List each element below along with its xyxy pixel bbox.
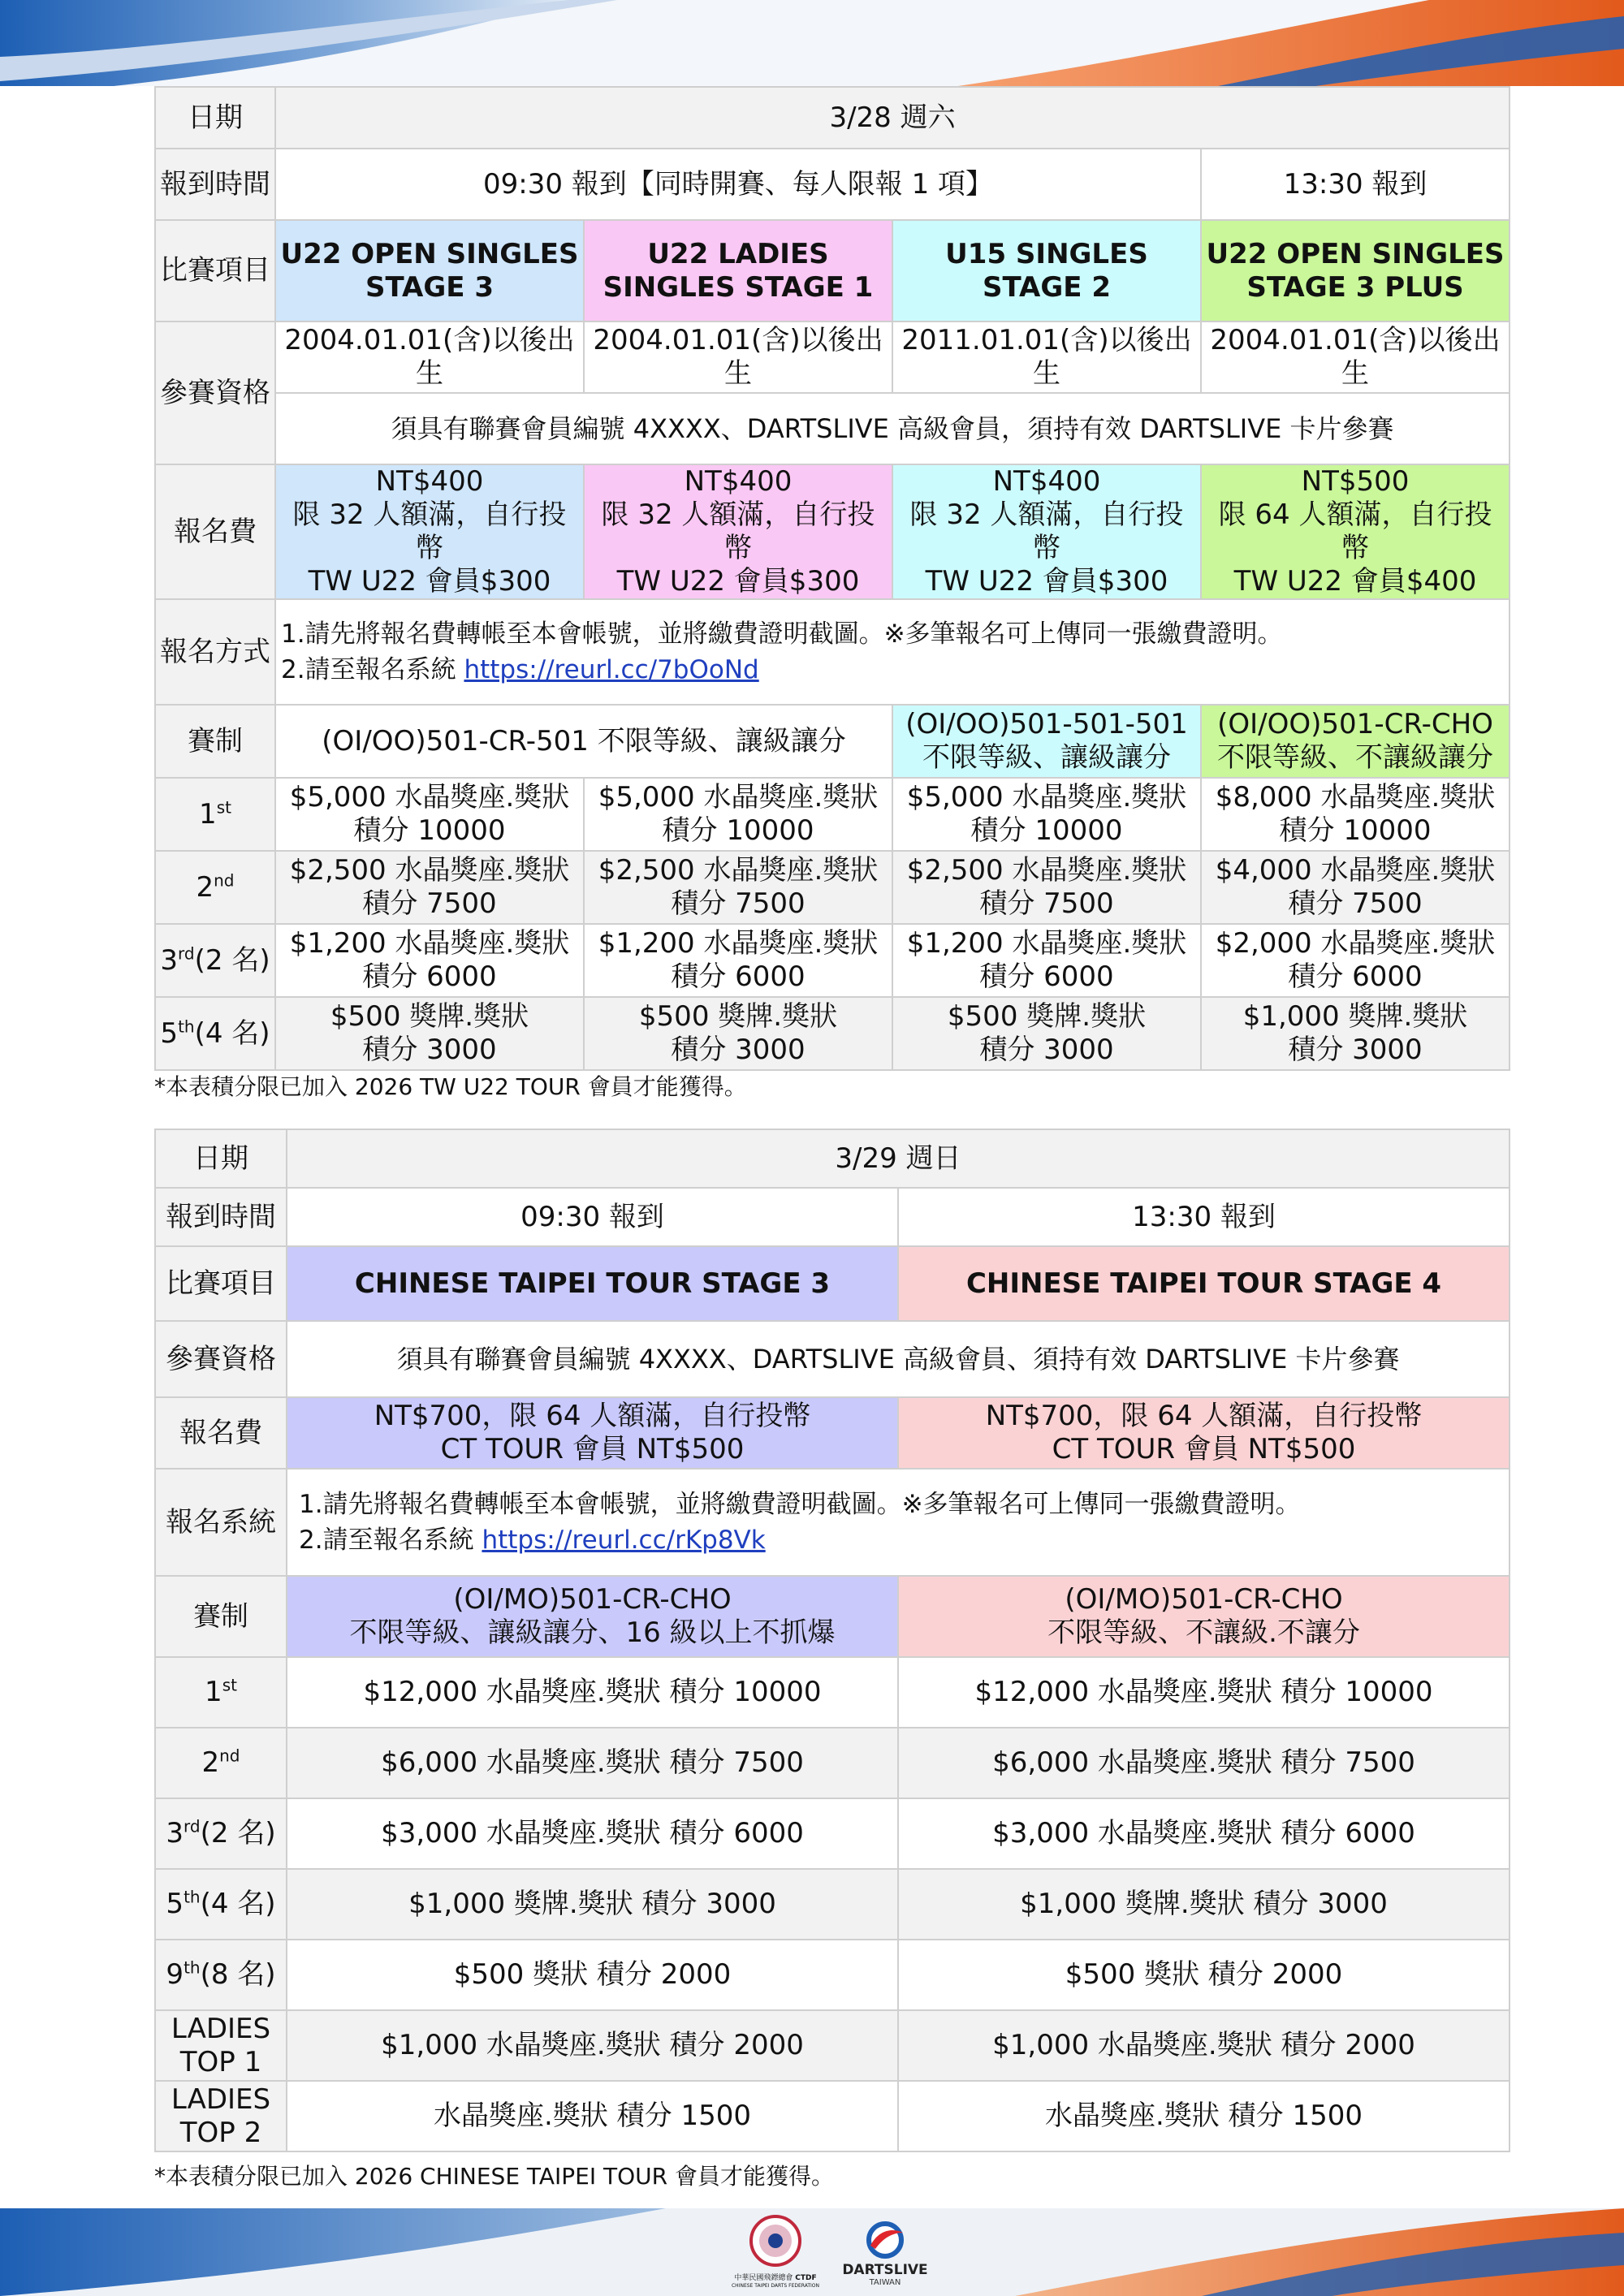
fee-cell (287, 1397, 898, 1469)
rank-tail: (4 名) (194, 1016, 270, 1050)
prize-points: 積分 7500 (979, 887, 1114, 920)
format-line1: (OI/MO)501-CR-CHO (453, 1583, 732, 1616)
fee-member: TW U22 會員$300 (925, 565, 1168, 598)
method-line-2-prefix: 2.請至報名系統 (299, 1526, 482, 1555)
fee-price: NT$400 (684, 465, 793, 498)
registration-link[interactable]: https://reurl.cc/rKp8Vk (482, 1526, 766, 1555)
format-c (1201, 705, 1510, 778)
prize-cell: $1,000 水晶獎座.獎狀 積分 2000 (898, 2010, 1510, 2081)
prize-row (155, 1940, 1510, 2010)
format-b-line1: (OI/OO)501-501-501 (905, 708, 1188, 740)
prize-points: 積分 10000 (662, 814, 814, 847)
prize-cell: $3,000 水晶獎座.獎狀 積分 6000 (287, 1798, 898, 1869)
prize-cell (892, 924, 1201, 997)
prize-cell: $12,000 水晶獎座.獎狀 積分 10000 (898, 1657, 1510, 1728)
rank-number: 2 (196, 870, 214, 904)
fee-quota: 限 32 人額滿，自行投幣 (292, 498, 567, 564)
prize-cell: $500 獎狀 積分 2000 (898, 1940, 1510, 2010)
rank-suffix: th (178, 1016, 195, 1037)
prize-points: 積分 3000 (362, 1034, 497, 1066)
prize-rows (155, 1657, 1510, 2151)
rank-number: 1 (205, 1676, 222, 1708)
prize-cell (584, 924, 892, 997)
prize-cell (1201, 851, 1510, 924)
fee-cell (892, 464, 1201, 599)
prize-award: $5,000 水晶獎座.獎狀 (906, 781, 1187, 814)
prize-row (155, 997, 1510, 1070)
prize-cell: $12,000 水晶獎座.獎狀 積分 10000 (287, 1657, 898, 1728)
rank-cell (155, 851, 275, 924)
ctdf-logo (715, 2213, 836, 2296)
prize-award: $500 獎牌.獎狀 (947, 1000, 1147, 1033)
prize-cell: $6,000 水晶獎座.獎狀 積分 7500 (898, 1728, 1510, 1798)
rank-line-2: TOP 2 (179, 2116, 262, 2149)
format-stage4 (898, 1576, 1510, 1657)
fee-price: NT$400 (992, 465, 1101, 498)
prize-points: 積分 3000 (979, 1034, 1114, 1066)
rank-cell (155, 2010, 287, 2081)
prize-award: $1,200 水晶獎座.獎狀 (289, 927, 570, 960)
fee-cell (584, 464, 892, 599)
eligibility-label: 參賽資格 (155, 1321, 287, 1397)
prize-points: 積分 3000 (671, 1034, 806, 1066)
fee-cell (275, 464, 584, 599)
checkin-label: 報到時間 (155, 1188, 287, 1246)
rank-suffix: th (184, 1957, 201, 1978)
event-u22-open-stage3: U22 OPEN SINGLES STAGE 3 (275, 220, 584, 322)
prize-row (155, 778, 1510, 851)
schedule-table-day2 (154, 1129, 1510, 2152)
format-label: 賽制 (155, 1576, 287, 1657)
ctdf-en: CHINESE TAIPEI DARTS FEDERATION (731, 2283, 819, 2289)
rank-number: LADIES (171, 2082, 271, 2116)
prize-cell (892, 778, 1201, 851)
method-text (275, 599, 1510, 705)
rank-tail: (4 名) (200, 1888, 276, 1920)
method-label: 報名方式 (155, 599, 275, 705)
rank-number: 3 (166, 1817, 184, 1849)
format-label: 賽制 (155, 705, 275, 778)
method-line-2 (299, 1522, 1505, 1558)
format-line1: (OI/MO)501-CR-CHO (1065, 1583, 1343, 1616)
event-date: 3/28 週六 (275, 87, 1510, 149)
format-stage3 (287, 1576, 898, 1657)
rank-cell (155, 2081, 287, 2151)
prize-award: $2,000 水晶獎座.獎狀 (1215, 927, 1496, 960)
prize-points: 積分 3000 (1288, 1034, 1423, 1066)
format-line2: 不限等級、不讓級.不讓分 (1047, 1616, 1360, 1649)
method-line-1: 1.請先將報名費轉帳至本會帳號，並將繳費證明截圖。※多筆報名可上傳同一張繳費證明。 (281, 619, 1283, 649)
rank-cell (155, 1869, 287, 1940)
ctdf-abbr: CTDF (795, 2274, 817, 2282)
checkin-time-am: 09:30 報到【同時開賽、每人限報 1 項】 (275, 149, 1201, 220)
rank-number: 5 (160, 1016, 179, 1050)
prize-row (155, 1657, 1510, 1728)
rank-cell (155, 1657, 287, 1728)
prize-award: $1,200 水晶獎座.獎狀 (906, 927, 1187, 960)
prize-points: 積分 6000 (979, 960, 1114, 993)
prize-cell: $1,000 獎牌.獎狀 積分 3000 (287, 1869, 898, 1940)
method-line-2-prefix: 2.請至報名系統 (281, 655, 464, 684)
event-label: 比賽項目 (155, 1246, 287, 1321)
prize-points: 積分 10000 (353, 814, 506, 847)
ctdf-text (715, 2273, 836, 2290)
prize-points: 積分 7500 (1288, 887, 1423, 920)
prize-cell (275, 851, 584, 924)
rank-suffix: nd (214, 870, 235, 891)
fee-member: TW U22 會員$300 (616, 565, 860, 598)
rank-line-2: TOP 1 (179, 2045, 262, 2078)
rank-tail: (2 名) (194, 943, 270, 977)
event-label: 比賽項目 (155, 220, 275, 322)
rank-number: 5 (166, 1888, 184, 1920)
eligibility-label: 參賽資格 (155, 322, 275, 464)
prize-award: $2,500 水晶獎座.獎狀 (598, 854, 879, 887)
prize-award: $500 獎牌.獎狀 (638, 1000, 838, 1033)
format-b (892, 705, 1201, 778)
rank-tail: (2 名) (200, 1817, 276, 1849)
event-ct-tour-stage4: CHINESE TAIPEI TOUR STAGE 4 (898, 1246, 1510, 1321)
prize-award: $500 獎牌.獎狀 (330, 1000, 529, 1033)
rank-tail: (8 名) (200, 1958, 276, 1991)
prize-award: $5,000 水晶獎座.獎狀 (289, 781, 570, 814)
event-u22-ladies-stage1: U22 LADIES SINGLES STAGE 1 (584, 220, 892, 322)
prize-award: $5,000 水晶獎座.獎狀 (598, 781, 879, 814)
event-u15-singles-stage2: U15 SINGLES STAGE 2 (892, 220, 1201, 322)
fee-line-2: CT TOUR 會員 NT$500 (1052, 1433, 1356, 1465)
fee-price: NT$400 (375, 465, 484, 498)
fee-member: TW U22 會員$300 (308, 565, 551, 598)
rank-suffix: rd (184, 1816, 201, 1836)
prize-row (155, 1728, 1510, 1798)
prize-cell (275, 997, 584, 1070)
rank-suffix: th (184, 1887, 201, 1907)
prize-points: 積分 7500 (362, 887, 497, 920)
dartslive-sub: TAIWAN (869, 2278, 901, 2287)
prize-points: 積分 6000 (1288, 960, 1423, 993)
rank-suffix: nd (219, 1746, 240, 1766)
prize-cell (275, 924, 584, 997)
prize-points: 積分 7500 (671, 887, 806, 920)
format-c-line2: 不限等級、不讓級讓分 (1217, 741, 1494, 774)
fee-cell (898, 1397, 1510, 1469)
rank-cell (155, 997, 275, 1070)
prize-cell: $1,000 水晶獎座.獎狀 積分 2000 (287, 2010, 898, 2081)
prize-cell (1201, 997, 1510, 1070)
format-a: (OI/OO)501-CR-501 不限等級、讓級讓分 (275, 705, 892, 778)
prize-cell (584, 778, 892, 851)
ctdf-cn: 中華民國飛鏢總會 (734, 2274, 793, 2282)
rank-suffix: rd (178, 943, 195, 964)
eligibility-birthdate: 2004.01.01(含)以後出生 (584, 322, 892, 393)
event-date: 3/29 週日 (287, 1129, 1510, 1188)
eligibility-birthdate: 2004.01.01(含)以後出生 (1201, 322, 1510, 393)
rank-suffix: st (216, 797, 231, 818)
rank-cell (155, 1798, 287, 1869)
prize-cell (275, 778, 584, 851)
checkin-time-pm: 13:30 報到 (1201, 149, 1510, 220)
header-decoration (0, 0, 1624, 86)
date-label: 日期 (155, 1129, 287, 1188)
eligibility-requirement: 須具有聯賽會員編號 4XXXX、DARTSLIVE 高級會員、須持有效 DARTSLIVE 卡片參賽 (287, 1321, 1510, 1397)
prize-row (155, 2010, 1510, 2081)
eligibility-birthdate: 2004.01.01(含)以後出生 (275, 322, 584, 393)
prize-row (155, 924, 1510, 997)
checkin-label: 報到時間 (155, 149, 275, 220)
event-ct-tour-stage3: CHINESE TAIPEI TOUR STAGE 3 (287, 1246, 898, 1321)
fee-quota: 限 64 人額滿，自行投幣 (1218, 498, 1492, 564)
checkin-time-am: 09:30 報到 (287, 1188, 898, 1246)
registration-link[interactable]: https://reurl.cc/7bOoNd (464, 655, 759, 684)
fee-line-1: NT$700，限 64 人額滿，自行投幣 (985, 1400, 1423, 1432)
dartslive-swoosh-icon (861, 2221, 909, 2259)
eligibility-birthdate: 2011.01.01(含)以後出生 (892, 322, 1201, 393)
prize-award: $1,200 水晶獎座.獎狀 (598, 927, 879, 960)
rank-number: 3 (160, 943, 179, 977)
ctdf-emblem-icon (715, 2213, 836, 2270)
prize-cell: $6,000 水晶獎座.獎狀 積分 7500 (287, 1728, 898, 1798)
event-u22-open-stage3-plus: U22 OPEN SINGLES STAGE 3 PLUS (1201, 220, 1510, 322)
method-text (287, 1469, 1510, 1576)
prize-award: $8,000 水晶獎座.獎狀 (1215, 781, 1496, 814)
fee-line-2: CT TOUR 會員 NT$500 (440, 1433, 745, 1465)
prize-award: $1,000 獎牌.獎狀 (1242, 1000, 1468, 1033)
format-b-line2: 不限等級、讓級讓分 (922, 741, 1171, 774)
rank-cell (155, 1940, 287, 2010)
prize-cell: 水晶獎座.獎狀 積分 1500 (287, 2081, 898, 2151)
rank-number: 1 (199, 797, 217, 831)
prize-row (155, 1798, 1510, 1869)
fee-quota: 限 32 人額滿，自行投幣 (601, 498, 875, 564)
prize-cell: $3,000 水晶獎座.獎狀 積分 6000 (898, 1798, 1510, 1869)
fee-member: TW U22 會員$400 (1233, 565, 1477, 598)
fee-cell (1201, 464, 1510, 599)
schedule-table-day1 (154, 86, 1510, 1071)
fee-quota: 限 32 人額滿，自行投幣 (909, 498, 1184, 564)
rank-cell (155, 924, 275, 997)
prize-points: 積分 10000 (1279, 814, 1432, 847)
fee-label: 報名費 (155, 1397, 287, 1469)
points-note-day2: *本表積分限已加入 2026 CHINESE TAIPEI TOUR 會員才能獲得。 (154, 2163, 834, 2190)
prize-cell (892, 851, 1201, 924)
prize-cell: $500 獎狀 積分 2000 (287, 1940, 898, 2010)
method-label: 報名系統 (155, 1469, 287, 1576)
prize-row (155, 1869, 1510, 1940)
prize-award: $2,500 水晶獎座.獎狀 (289, 854, 570, 887)
method-line-2 (281, 652, 1505, 688)
method-line-1: 1.請先將報名費轉帳至本會帳號，並將繳費證明截圖。※多筆報名可上傳同一張繳費證明。 (299, 1490, 1301, 1519)
fee-line-1: NT$700，限 64 人額滿，自行投幣 (374, 1400, 811, 1432)
fee-label: 報名費 (155, 464, 275, 599)
rank-number: 9 (166, 1958, 184, 1991)
rank-cell (155, 778, 275, 851)
prize-cell: 水晶獎座.獎狀 積分 1500 (898, 2081, 1510, 2151)
dartslive-name: DARTSLIVE (842, 2262, 928, 2278)
fee-price: NT$500 (1301, 465, 1410, 498)
rank-cell (155, 1728, 287, 1798)
prize-rows (155, 778, 1510, 1070)
prize-cell (1201, 924, 1510, 997)
dartslive-logo (836, 2221, 934, 2294)
rank-number: LADIES (171, 2012, 271, 2045)
points-note-day1: *本表積分限已加入 2026 TW U22 TOUR 會員才能獲得。 (154, 1073, 747, 1100)
prize-row (155, 851, 1510, 924)
format-line2: 不限等級、讓級讓分、16 級以上不抓爆 (349, 1616, 836, 1649)
prize-row (155, 2081, 1510, 2151)
prize-points: 積分 10000 (970, 814, 1123, 847)
checkin-time-pm: 13:30 報到 (898, 1188, 1510, 1246)
rank-suffix: st (222, 1675, 237, 1695)
prize-award: $2,500 水晶獎座.獎狀 (906, 854, 1187, 887)
format-c-line1: (OI/OO)501-CR-CHO (1217, 708, 1493, 740)
prize-cell (584, 997, 892, 1070)
eligibility-requirement: 須具有聯賽會員編號 4XXXX、DARTSLIVE 高級會員，須持有效 DARTSLIVE 卡片參賽 (275, 393, 1510, 464)
prize-cell: $1,000 獎牌.獎狀 積分 3000 (898, 1869, 1510, 1940)
prize-cell (892, 997, 1201, 1070)
prize-cell (1201, 778, 1510, 851)
prize-cell (584, 851, 892, 924)
prize-award: $4,000 水晶獎座.獎狀 (1215, 854, 1496, 887)
prize-points: 積分 6000 (362, 960, 497, 993)
prize-points: 積分 6000 (671, 960, 806, 993)
rank-number: 2 (201, 1746, 220, 1779)
date-label: 日期 (155, 87, 275, 149)
